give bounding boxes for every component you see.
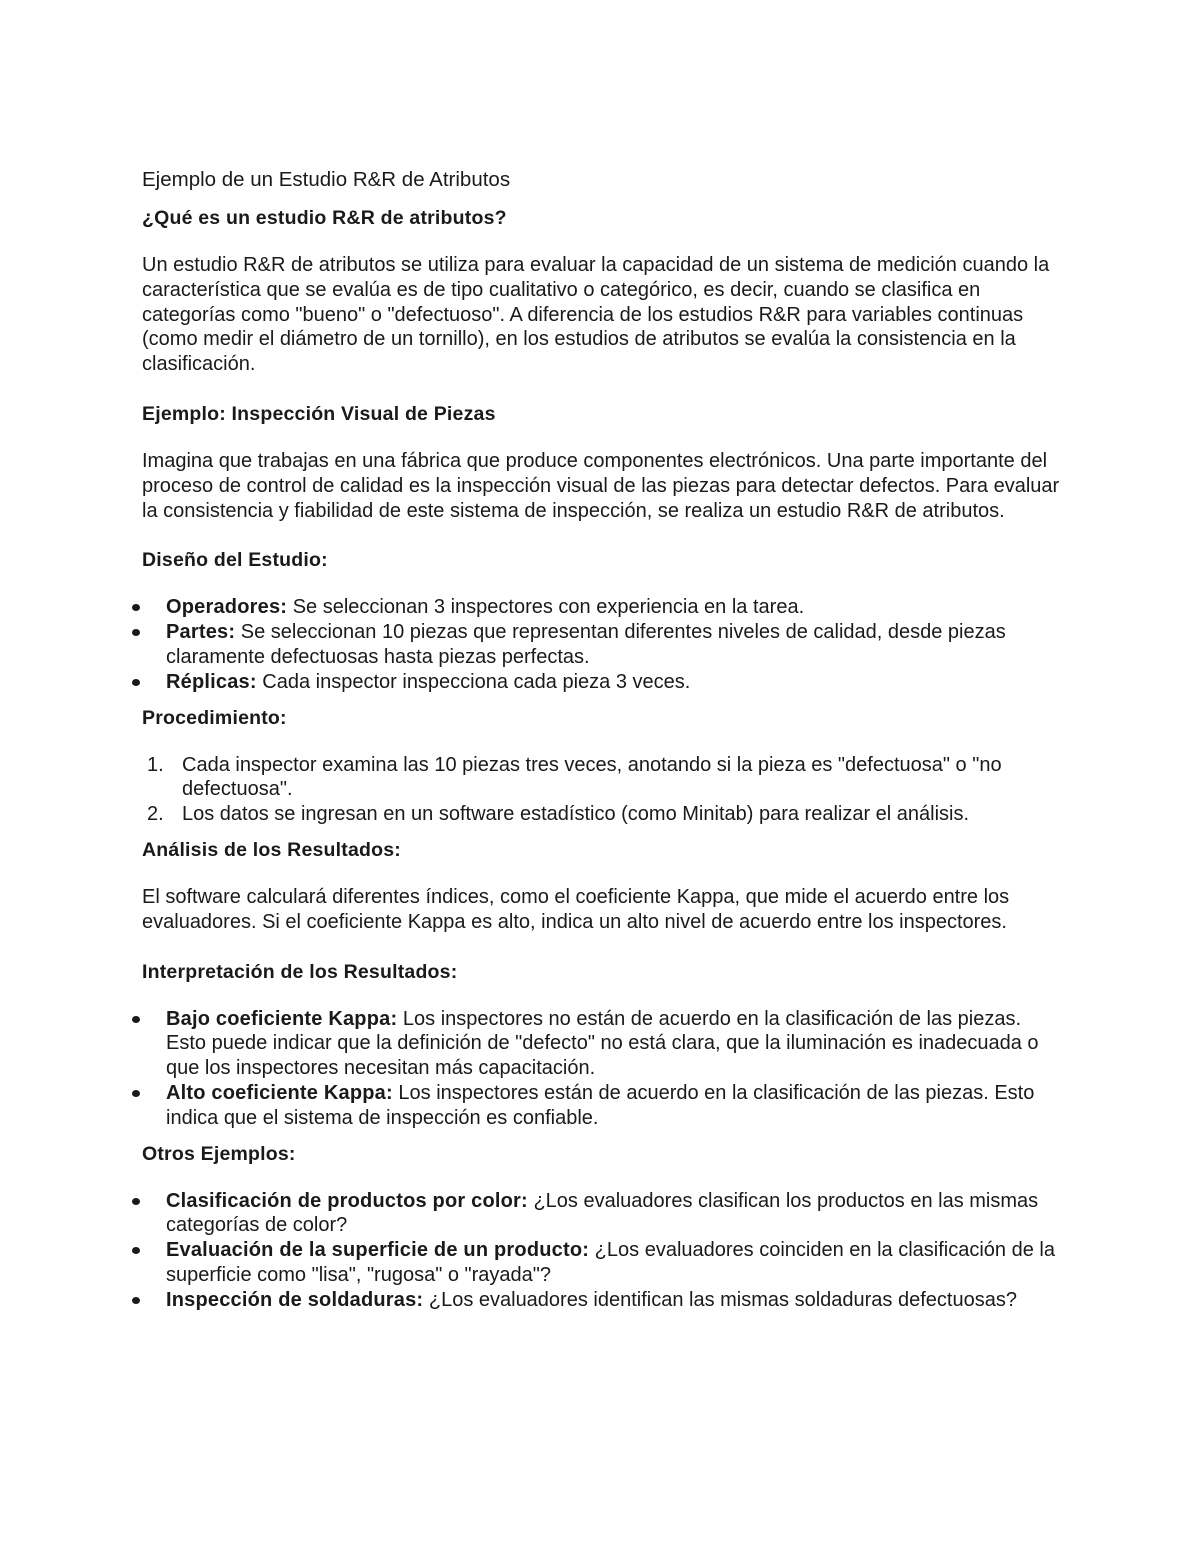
item-label: Partes:: [166, 621, 236, 644]
bullet-icon: [132, 629, 140, 636]
paragraph-example: Imagina que trabajas en una fábrica que produce componentes electrónicos. Una parte importante del proceso de control de calidad es la inspección visual de las piezas para detectar defectos. Para evaluar la consistencia y fiabilidad de este sistema de inspección, se realiza un estudio R&R de atributos.: [142, 449, 1060, 522]
heading-analysis: Análisis de los Resultados:: [142, 838, 401, 861]
item-label: Operadores:: [166, 596, 288, 619]
bullet-icon: [132, 1090, 140, 1097]
heading-design: Diseño del Estudio:: [142, 549, 328, 572]
interpretation-list: [142, 1007, 1062, 1131]
heading-procedure: Procedimiento:: [142, 706, 287, 729]
heading-what: ¿Qué es un estudio R&R de atributos?: [142, 207, 507, 229]
bullet-icon: [132, 1198, 140, 1205]
list-item: [142, 1238, 1062, 1288]
list-item: [142, 802, 1062, 827]
paragraph-what: Un estudio R&R de atributos se utiliza para evaluar la capacidad de un sistema de medición cuando la característica que se evalúa es de tipo cualitativo o categórico, es decir, cuando se clasifica en categorías como "bueno" o "defectuoso". A diferencia de los estudios R&R para variables continuas (como medir el diámetro de un tornillo), en los estudios de atributos se evalúa la consistencia en la clasificación.: [142, 254, 1050, 376]
list-item: [142, 620, 1062, 670]
bullet-icon: [132, 1016, 140, 1023]
heading-others: Otros Ejemplos:: [142, 1142, 296, 1165]
item-text: Los datos se ingresan en un software estadístico (como Minitab) para realizar el análisis.: [182, 803, 970, 826]
heading-interpretation: Interpretación de los Resultados:: [142, 960, 458, 983]
item-label: Inspección de soldaduras:: [166, 1288, 424, 1311]
item-label: Alto coeficiente Kappa:: [166, 1081, 393, 1104]
heading-example: Ejemplo: Inspección Visual de Piezas: [142, 402, 496, 425]
item-text: Se seleccionan 10 piezas que representan diferentes niveles de calidad, desde piezas claramente defectuosas hasta piezas perfectas.: [166, 621, 1006, 668]
item-text: Los inspectores están de acuerdo en la clasificación de las piezas. Esto indica que el sistema de inspección es confiable.: [166, 1081, 1035, 1129]
item-label: Réplicas:: [166, 670, 257, 693]
item-label: Bajo coeficiente Kappa:: [166, 1007, 398, 1030]
item-label: Evaluación de la superficie de un producto:: [166, 1239, 590, 1262]
item-number: 2.: [147, 803, 164, 826]
list-item: [142, 595, 1062, 620]
item-text: Cada inspector inspecciona cada pieza 3 veces.: [256, 670, 691, 693]
list-item: [142, 1288, 1062, 1313]
document-title: Ejemplo de un Estudio R&R de Atributos: [142, 168, 511, 191]
list-item: [142, 753, 1062, 803]
bullet-icon: [132, 604, 140, 611]
item-label: Clasificación de productos por color:: [166, 1189, 528, 1212]
others-list: [142, 1189, 1062, 1313]
list-item: [142, 670, 1062, 695]
item-text: ¿Los evaluadores clasifican los productos en las mismas categorías de color?: [166, 1189, 1039, 1237]
procedure-list: [142, 753, 1062, 827]
document-page: [142, 166, 1062, 1313]
item-text: Cada inspector examina las 10 piezas tres veces, anotando si la pieza es "defectuosa" o "no defectuosa".: [182, 753, 1002, 801]
list-item: [142, 1007, 1062, 1081]
paragraph-analysis: El software calculará diferentes índices, como el coeficiente Kappa, que mide el acuerdo entre los evaluadores. Si el coeficiente Kappa es alto, indica un alto nivel de acuerdo entre los inspectores.: [142, 885, 1010, 933]
bullet-icon: [132, 1297, 140, 1304]
list-item: [142, 1189, 1062, 1239]
design-list: [142, 595, 1062, 694]
item-text: ¿Los evaluadores coinciden en la clasificación de la superficie como "lisa", "rugosa" o "rayada"?: [166, 1239, 1055, 1286]
bullet-icon: [132, 679, 140, 686]
item-text: ¿Los evaluadores identifican las mismas soldaduras defectuosas?: [423, 1288, 1017, 1311]
item-text: Se seleccionan 3 inspectores con experiencia en la tarea.: [287, 596, 805, 619]
item-number: 1.: [147, 753, 164, 776]
list-item: [142, 1081, 1062, 1131]
item-text: Los inspectores no están de acuerdo en la clasificación de las piezas. Esto puede indicar que la definición de "defecto" no está clara, que la iluminación es inadecuada o que los inspectores necesitan más capacitación.: [166, 1007, 1039, 1080]
bullet-icon: [132, 1247, 140, 1254]
